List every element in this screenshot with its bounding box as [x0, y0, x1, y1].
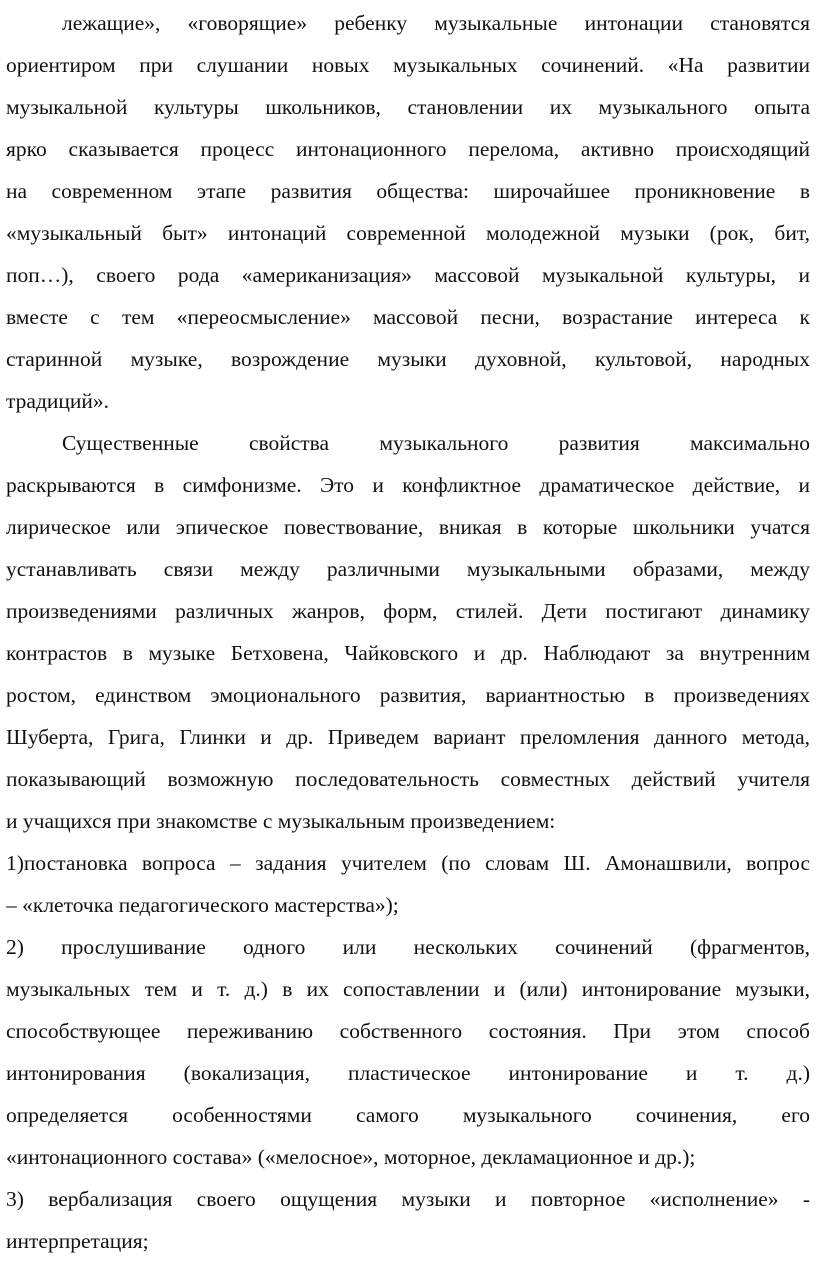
paragraph-1-line: ориентиром при слушании новых музыкальных сочинений. «На развитии [6, 53, 810, 77]
paragraph-2-line: Существенные свойства музыкального развития максимально [62, 431, 810, 455]
list-item-2-line: «интонационного состава» («мелосное», моторное, декламационное и др.); [6, 1145, 696, 1169]
list-item-2-line: способствующее переживанию собственного состояния. При этом способ [6, 1019, 810, 1043]
paragraph-1-line: ярко сказывается процесс интонационного перелома, активно происходящий [6, 137, 810, 161]
paragraph-1-line: «музыкальный быт» интонаций современной молодежной музыки (рок, бит, [6, 221, 810, 245]
paragraph-2-line: произведениями различных жанров, форм, стилей. Дети постигают динамику [6, 599, 810, 623]
paragraph-1-line: на современном этапе развития общества: широчайшее проникновение в [6, 179, 810, 203]
list-item-2-line: музыкальных тем и т. д.) в их сопоставлении и (или) интонирование музыки, [6, 977, 810, 1001]
paragraph-2-line: устанавливать связи между различными музыкальными образами, между [6, 557, 810, 581]
paragraph-2-line: Шуберта, Грига, Глинки и др. Приведем вариант преломления данного метода, [6, 725, 810, 749]
paragraph-2-line: раскрываются в симфонизме. Это и конфликтное драматическое действие, и [6, 473, 810, 497]
list-item-2-line: интонирования (вокализация, пластическое интонирование и т. д.) [6, 1061, 810, 1085]
list-item-1-line: – «клеточка педагогического мастерства»); [6, 893, 399, 917]
list-item-2-line: 2) прослушивание одного или нескольких сочинений (фрагментов, [6, 935, 810, 959]
paragraph-1-line: музыкальной культуры школьников, становлении их музыкального опыта [6, 95, 810, 119]
paragraph-1-line: лежащие», «говорящие» ребенку музыкальные интонации становятся [62, 11, 810, 35]
paragraph-2-line: ростом, единством эмоционального развития, вариантностью в произведениях [6, 683, 810, 707]
paragraph-1-line: старинной музыке, возрождение музыки духовной, культовой, народных [6, 347, 810, 371]
paragraph-2-line: и учащихся при знакомстве с музыкальным произведением: [6, 809, 556, 833]
list-item-3-line: 3) вербализация своего ощущения музыки и повторное «исполнение» - [6, 1187, 810, 1211]
paragraph-1-line: традиций». [6, 389, 110, 413]
list-item-2-line: определяется особенностями самого музыкального сочинения, его [6, 1103, 810, 1127]
paragraph-2-line: показывающий возможную последовательность совместных действий учителя [6, 767, 810, 791]
paragraph-2-line: лирическое или эпическое повествование, вникая в которые школьники учатся [6, 515, 810, 539]
list-item-1-line: 1)постановка вопроса – задания учителем (по словам Ш. Амонашвили, вопрос [6, 851, 810, 875]
paragraph-2-line: контрастов в музыке Бетховена, Чайковского и др. Наблюдают за внутренним [6, 641, 810, 665]
paragraph-1-line: поп…), своего рода «американизация» массовой музыкальной культуры, и [6, 263, 810, 287]
paragraph-1-line: вместе с тем «переосмысление» массовой песни, возрастание интереса к [6, 305, 810, 329]
list-item-3-line: интерпретация; [6, 1229, 149, 1253]
